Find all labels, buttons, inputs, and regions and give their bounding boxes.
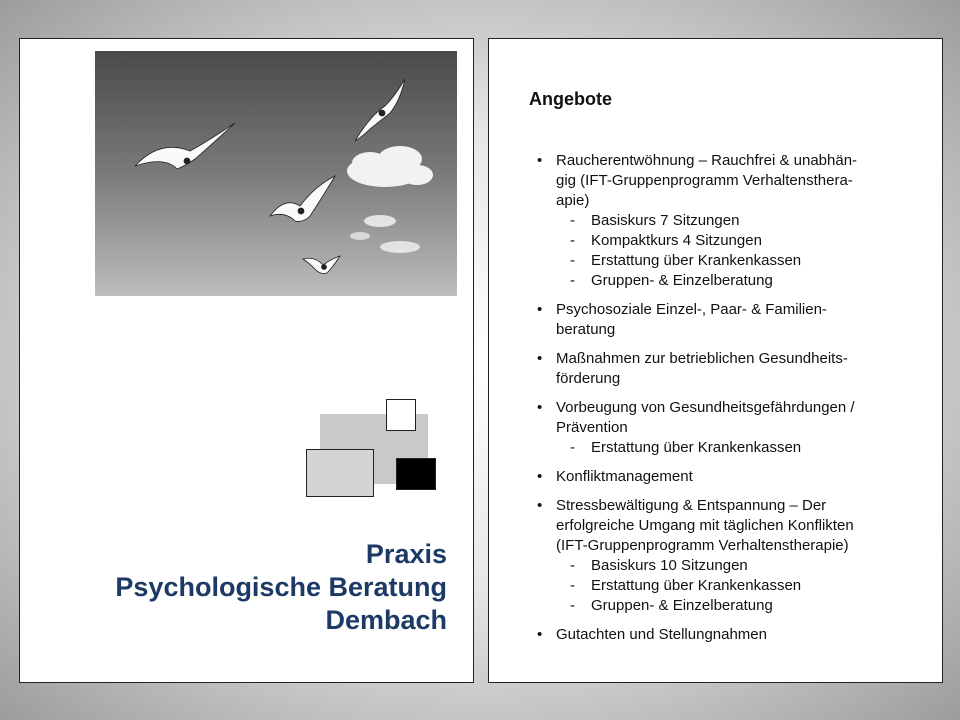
offer-subitem: - Erstattung über Krankenkassen	[556, 251, 916, 271]
offer-item	[536, 300, 916, 340]
offer-item-line: • Stressbewältigung & Entspannung – Der	[556, 497, 827, 514]
offer-item-line: • Konfliktmanagement	[556, 468, 693, 485]
offer-item	[536, 625, 916, 645]
offer-subitem: - Gruppen- & Einzelberatung	[556, 271, 916, 291]
offer-item	[536, 496, 916, 616]
offers-list	[536, 151, 916, 654]
offer-item-line: förderung	[556, 370, 621, 387]
offer-item-line: • Vorbeugung von Gesundheitsgefährdungen /	[556, 399, 855, 416]
offer-item-line: beratung	[556, 321, 616, 338]
offer-item	[536, 398, 916, 458]
offer-item	[536, 349, 916, 389]
logo-square-black	[396, 458, 436, 490]
offer-subitem: - Gruppen- & Einzelberatung	[556, 596, 916, 616]
cover-title-line-3: Dembach	[325, 605, 447, 635]
offer-subitem: - Erstattung über Krankenkassen	[556, 438, 916, 458]
offer-item-line: (IFT-Gruppenprogramm Verhaltenstherapie)	[556, 537, 849, 554]
logo-square-white	[386, 399, 416, 431]
offer-sublist	[556, 211, 916, 291]
offer-item-line: erfolgreiche Umgang mit täglichen Konflikten	[556, 517, 854, 534]
cover-page	[19, 38, 474, 683]
offer-item	[536, 467, 916, 487]
offer-item	[536, 151, 916, 291]
offer-sublist	[556, 556, 916, 616]
cover-title-line-2: Psychologische Beratung	[115, 572, 447, 602]
offer-item-line: • Psychosoziale Einzel-, Paar- & Familien-	[556, 301, 827, 318]
logo-square-gray	[306, 449, 374, 497]
offer-subitem: - Basiskurs 10 Sitzungen	[556, 556, 916, 576]
offers-heading: Angebote	[529, 89, 612, 109]
offer-item-line: • Gutachten und Stellungnahmen	[556, 626, 767, 643]
offer-subitem: - Kompaktkurs 4 Sitzungen	[556, 231, 916, 251]
seagulls-photo	[95, 51, 457, 296]
offer-item-line: Prävention	[556, 419, 628, 436]
offer-item-line: apie)	[556, 192, 590, 209]
offers-page	[488, 38, 943, 683]
offer-sublist	[556, 438, 916, 458]
offer-item-line: • Maßnahmen zur betrieblichen Gesundheits-	[556, 350, 848, 367]
offer-subitem: - Basiskurs 7 Sitzungen	[556, 211, 916, 231]
offer-item-line: gig (IFT-Gruppenprogramm Verhaltensthera-	[556, 172, 853, 189]
offer-item-line: • Raucherentwöhnung – Rauchfrei & unabhän-	[556, 152, 858, 169]
cover-title-line-1: Praxis	[365, 539, 447, 569]
offer-subitem: - Erstattung über Krankenkassen	[556, 576, 916, 596]
